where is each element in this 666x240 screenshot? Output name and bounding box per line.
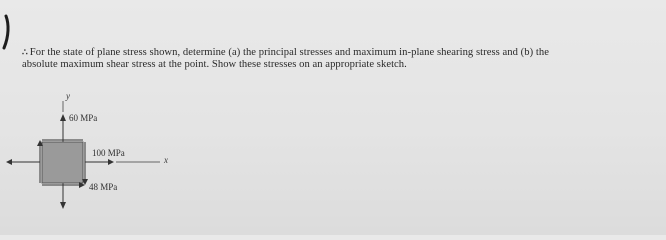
shear-stress-label: 48 MPa	[89, 182, 118, 192]
problem-line-2: absolute maximum shear stress at the point. Show these stresses on an appropriate sketch.	[22, 59, 407, 70]
problem-bullet-icon: ∴	[22, 47, 28, 57]
top-stress-label: 60 MPa	[69, 113, 98, 123]
x-axis-label: x	[164, 155, 168, 165]
right-normal-stress-arrowhead	[108, 159, 114, 165]
right-stress-label: 100 MPa	[92, 148, 125, 158]
bottom-stress-arrowhead	[60, 202, 66, 209]
stress-element-square	[42, 142, 83, 183]
left-normal-stress-arrowhead	[6, 159, 12, 165]
top-stress-arrowhead	[60, 114, 66, 121]
y-axis-label: y	[66, 91, 70, 101]
problem-line-1: ∴ For the state of plane stress shown, determine (a) the principal stresses and maximum in-plane shearing stress and (b) the	[22, 47, 549, 58]
